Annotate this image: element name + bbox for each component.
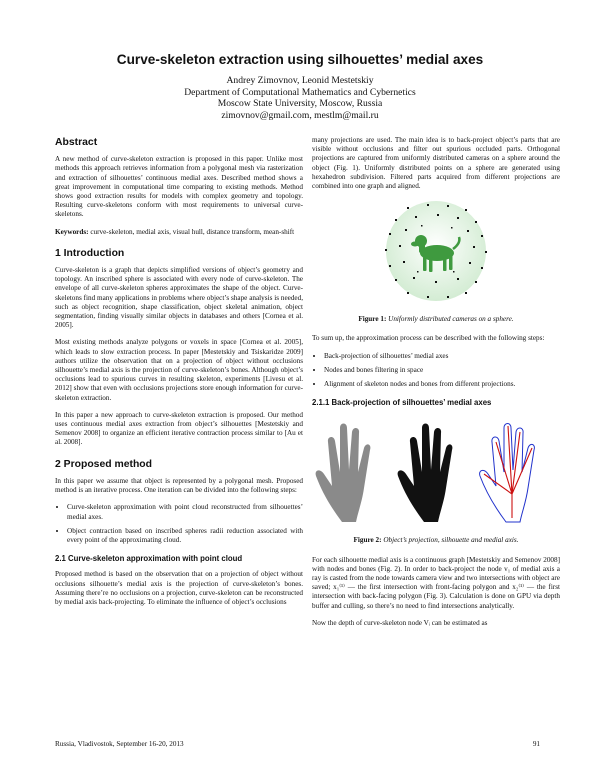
footer-venue: Russia, Vladivostok, September 16-20, 2013 bbox=[55, 740, 184, 748]
figure-1-label: Figure 1: bbox=[358, 315, 387, 324]
keywords-label: Keywords: bbox=[55, 227, 89, 236]
author-department: Department of Computational Mathematics and Cybernetics bbox=[184, 86, 416, 98]
intro-paragraph-1: Curve-skeleton is a graph that depicts simplified versions of object’s geometry and topology. An inscribed sphere is associated with every node of curve-skeleton. The envelope of all curve-skeleton spheres approximates the shape of the object. Curve-skeletons find many applications in problems where object’s shape analysis is needed, such as object recognition, shape classification, object skeletal animation, object segmentation, finding visually similar objects in databases and others [Cornea et al. 2005]. bbox=[55, 266, 303, 330]
author-names: Andrey Zimovnov, Leonid Mestetskiy bbox=[226, 75, 374, 86]
abstract-text: A new method of curve-skeleton extraction is proposed in this paper. Unlike most methods this approach retrieves information from a polygonal mesh via rasterization and extraction of silhouettes’ continuous medial axes. Described method shows a great improvement in computational time comparing to existing methods. Method shows good extraction results for models with complex geometry and topology. Resulting curve-skeletons conform with most requirements to universal curve-skeletons. bbox=[55, 155, 303, 219]
keywords-text: curve-skeleton, medial axis, visual hull, distance transform, mean-shift bbox=[90, 227, 295, 236]
figure-2-caption bbox=[312, 536, 560, 545]
author-emails: zimovnov@gmail.com, mestlm@mail.ru bbox=[221, 109, 379, 121]
list-item: • Object contraction based on inscribed spheres radii reduction associated with every point of the approximating cloud. bbox=[67, 527, 303, 545]
intro-paragraph-3: In this paper a new approach to curve-skeleton extraction is proposed. Our method uses continuous medial axes extraction from object’s silhouettes [Mestetskiy and Semenov 2008] to organize an efficient iterative contraction process similar to [Au et al. 2008]. bbox=[55, 410, 303, 447]
right-paragraph-2: To sum up, the approximation process can be described with the following steps: bbox=[312, 334, 545, 343]
figure-2-hand-projections bbox=[312, 414, 560, 524]
intro-paragraph-2: Most existing methods analyze polygons or voxels in space [Cornea et al. 2005], which leads to slow extraction process. In paper [Mestetskiy and Tsiskaridze 2009] authors utilize the observation that on a projection of object without occlusions silhouette’s medial axis is the projection of curve-skeleton’s bones. Although object’s occlusions lead to spurious curves in resulting skeleton, experiments [Livesu et al. 2012] show that even with occlusions projections store enough information for curve-skeleton extraction. bbox=[55, 338, 303, 402]
page-number: 91 bbox=[532, 740, 540, 748]
subsection-2-1-paragraph: Proposed method is based on the observation that on a projection of object without occlusions silhouette’s medial axis is the projection of curve-skeleton’s bones. Assuming there’re no occlusions on a projection, curve-skeleton can be reconstructed by medial axis back-projecting. To eliminate the influence of object’s occlusions bbox=[55, 570, 303, 606]
proposed-paragraph-1: In this paper we assume that object is represented by a polygonal mesh. Proposed method is an iterative process. One iteration can be divided into the following steps: bbox=[55, 476, 303, 495]
author-university: Moscow State University, Moscow, Russia bbox=[217, 98, 383, 110]
subsection-heading-2-1-1: 2.1.1 Back-projection of silhouettes’ medial axes bbox=[312, 398, 492, 408]
figure-1-camera-sphere bbox=[377, 199, 495, 303]
paper-title: Curve-skeleton extraction using silhouettes’ medial axes bbox=[116, 52, 484, 67]
list-item: • Back-projection of silhouettes’ medial axes bbox=[324, 352, 560, 361]
figure-1-caption bbox=[312, 315, 560, 324]
author-block bbox=[0, 75, 600, 121]
hand-projection-gray bbox=[316, 424, 371, 523]
list-item: • Nodes and bones filtering in space bbox=[324, 366, 560, 375]
approximation-steps-list bbox=[312, 352, 560, 390]
hand-medial-axis bbox=[480, 424, 535, 523]
section-heading-introduction: 1 Introduction bbox=[55, 247, 125, 259]
keywords bbox=[55, 228, 303, 237]
right-column bbox=[312, 136, 560, 636]
subsection-heading-2-1: 2.1 Curve-skeleton approximation with point cloud bbox=[55, 554, 243, 564]
figure-1-text: Uniformly distributed cameras on a sphere. bbox=[388, 315, 514, 324]
section-heading-proposed: 2 Proposed method bbox=[55, 458, 152, 470]
right-paragraph-1: many projections are used. The main idea is to back-project object’s parts that are visible without occlusions and filter out spurious occluded parts. Orthogonal projections are captured from uniformly distributed cameras on a sphere around the object (Fig. 1). Uniformly distributed points on a sphere are generated using hexahedron subdivision. Filtered parts acquired from different projections are combined into one graph and aligned. bbox=[312, 136, 560, 191]
list-item: • Curve-skeleton approximation with point cloud reconstructed from silhouettes’ medial axes. bbox=[67, 503, 303, 521]
list-item: • Alignment of skeleton nodes and bones from different projections. bbox=[324, 380, 560, 389]
hand-silhouette-black bbox=[398, 424, 453, 523]
left-column bbox=[55, 138, 303, 615]
figure-2-text: Object’s projection, silhouette and medial axis. bbox=[383, 536, 519, 545]
proposed-steps-list bbox=[55, 503, 303, 545]
right-paragraph-3: For each silhouette medial axis is a continuous graph [Mestetskiy and Semenov 2008] with nodes and bones (Fig. 2). In order to back-project the node v₁ of medial axis a ray is casted from the node towards camera view and two intersections with object are saved; x₁⁽¹⁾ — the first intersection with front-facing polygon and x₂⁽¹⁾ — the first intersection with back-facing polygon (Fig. 3). Calculation is done on GPU via depth buffer and culling, so there’s no need to find intersections analytically. bbox=[312, 555, 560, 610]
abstract-heading: Abstract bbox=[55, 137, 98, 148]
figure-2-label: Figure 2: bbox=[353, 536, 382, 545]
right-paragraph-4: Now the depth of curve-skeleton node Vᵢ can be estimated as bbox=[312, 618, 488, 627]
